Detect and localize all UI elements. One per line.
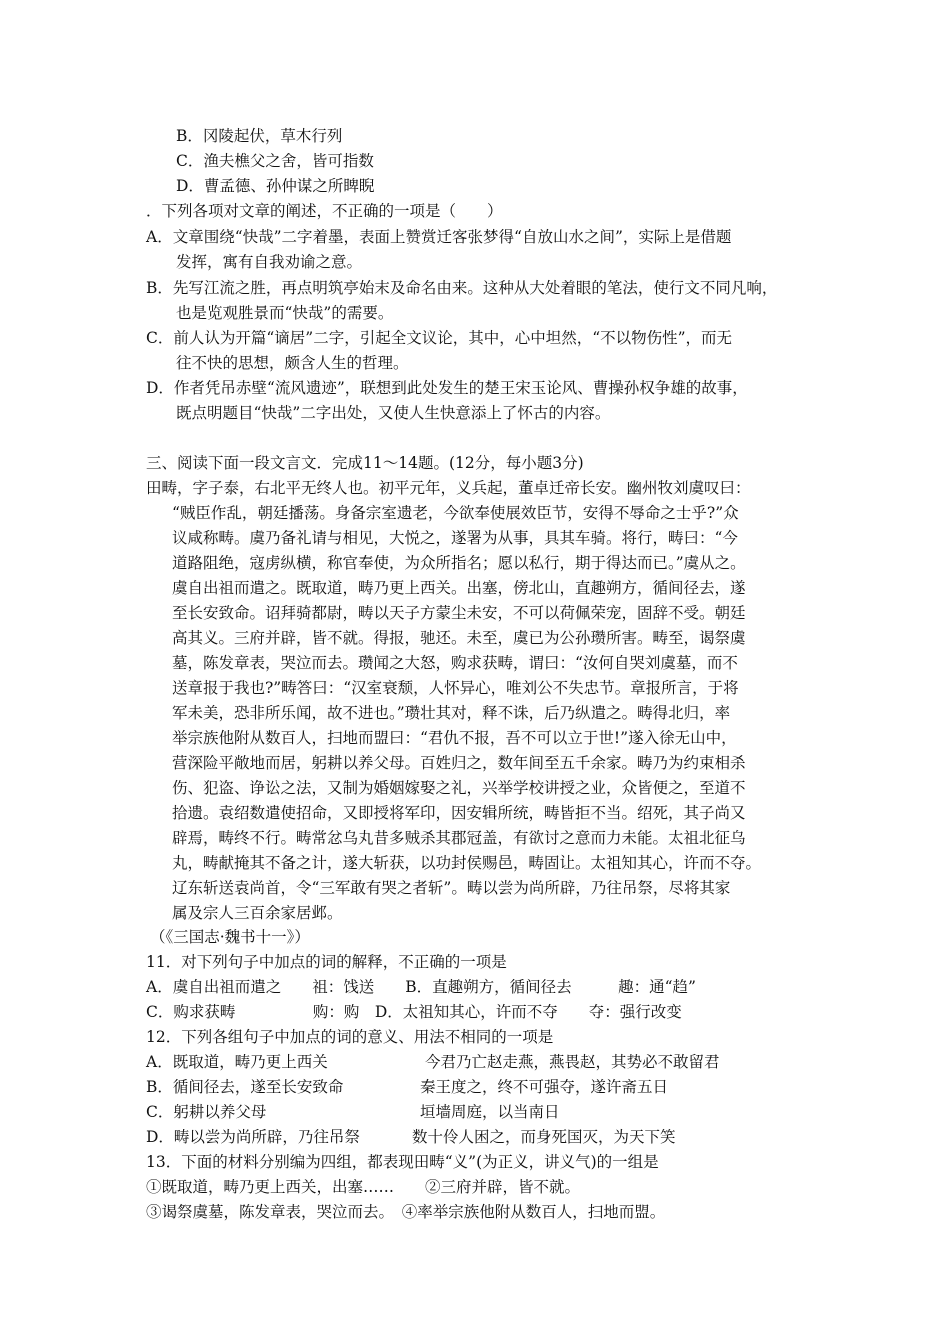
q11-options-cd: C．购求获畴 购：购 D．太祖知其心，许而不夺 夺：强行改变 xyxy=(146,1003,682,1021)
passage-line: 辟焉，畴终不行。畴常忿乌丸昔多贼杀其郡冠盖，有欲讨之意而力未能。太祖北征乌 xyxy=(172,829,746,847)
q13-items-3-4: ③谒祭虞墓，陈发章表，哭泣而去。 ④率举宗族他附从数百人，扫地而盟。 xyxy=(146,1203,666,1221)
passage-line: 送章报于我也?”畴答曰：“汉室衰颓，人怀异心，唯刘公不失忠节。章报所言，于将 xyxy=(172,679,739,697)
q10-option-b-line2: 也是览观胜景而“快哉”的需要。 xyxy=(176,304,394,322)
q12-stem: 12．下列各组句子中加点的词的意义、用法不相同的一项是 xyxy=(146,1028,554,1046)
q10-option-c-line1: C．前人认为开篇“谪居”二字，引起全文议论，其中，心中坦然，“不以物伤性”，而无 xyxy=(146,329,733,347)
passage-line: 军未美，恐非所乐闻，故不进也。”瓒壮其对，释不诛，后乃纵遣之。畴得北归，率 xyxy=(172,704,731,722)
q11-options-ab: A．虞自出祖而遣之 祖：饯送 B．直趣朔方，循间径去 趣：通“趋” xyxy=(146,978,696,996)
option-c: C．渔夫樵父之舍，皆可指数 xyxy=(176,152,374,170)
q10-option-a-line2: 发挥，寓有自我劝谕之意。 xyxy=(176,253,363,271)
q11-stem: 11．对下列句子中加点的词的解释，不正确的一项是 xyxy=(146,953,507,971)
q10-option-d-line2: 既点明题目“快哉”二字出处，又使人生快意添上了怀古的内容。 xyxy=(176,404,611,422)
passage-line: 田畴，字子泰，右北平无终人也。初平元年，义兵起，董卓迁帝长安。幽州牧刘虞叹曰： xyxy=(146,479,751,497)
q13-stem: 13．下面的材料分别编为四组，都表现田畴“义”(为正义，讲义气)的一组是 xyxy=(146,1153,659,1171)
option-b: B．冈陵起伏，草木行列 xyxy=(176,127,343,145)
passage-line: 议咸称畴。虞乃备礼请与相见，大悦之，遂署为从事，具其车骑。将行，畴曰：“今 xyxy=(172,529,738,547)
passage-line: 属及宗人三百余家居邺。 xyxy=(172,904,343,922)
passage-line: 墓，陈发章表，哭泣而去。瓒闻之大怒，购求获畴，谓曰：“汝何自哭刘虞墓，而不 xyxy=(172,654,738,672)
passage-line: 伤、犯盗、诤讼之法，又制为婚姻嫁娶之礼，兴举学校讲授之业，众皆便之，至道不 xyxy=(172,779,746,797)
q12-option-b-left: B．循间径去，遂至长安致命 xyxy=(146,1078,344,1096)
passage-line: 营深险平敞地而居，躬耕以养父母。百姓归之，数年间至五千余家。畴乃为约束相杀 xyxy=(172,754,746,772)
q12-option-a-right: 今君乃亡赵走燕，燕畏赵，其势必不敢留君 xyxy=(425,1053,720,1071)
q13-items-1-2: ①既取道，畴乃更上西关，出塞…… ②三府并辟，皆不就。 xyxy=(146,1178,581,1196)
passage-line: 至长安致命。诏拜骑都尉，畴以天子方蒙尘未安，不可以荷佩荣宠，固辞不受。朝廷 xyxy=(172,604,746,622)
section-heading: 三、阅读下面一段文言文．完成11～14题。(12分，每小题3分) xyxy=(146,454,584,472)
q10-option-b-line1: B．先写江流之胜，再点明筑亭始末及命名由来。这种从大处着眼的笔法，使行文不同凡响， xyxy=(146,279,778,297)
passage-line: 举宗族他附从数百人，扫地而盟曰：“君仇不报，吾不可以立于世!”遂入徐无山中， xyxy=(172,729,737,747)
passage-line: 辽东斩送袁尚首，令“三军敢有哭之者斩”。畴以尝为尚所辟，乃往吊祭，尽将其家 xyxy=(172,879,731,897)
q12-option-b-right: 秦王度之，终不可强夺，遂许斋五日 xyxy=(420,1078,669,1096)
option-d: D．曹孟德、孙仲谋之所睥睨 xyxy=(176,177,375,195)
passage-line: 拾遗。袁绍数遣使招命，又即授将军印，因安辑所统，畴皆拒不当。绍死，其子尚又 xyxy=(172,804,746,822)
passage-line: 道路阻绝，寇虏纵横，称官奉使，为众所指名；愿以私行，期于得达而已。”虞从之。 xyxy=(172,554,746,572)
q12-option-d-right: 数十伶人困之，而身死国灭，为天下笑 xyxy=(412,1128,676,1146)
q12-option-d-left: D．畴以尝为尚所辟，乃往吊祭 xyxy=(146,1128,360,1146)
passage-line: 高其义。三府并辟，皆不就。得报，驰还。未至，虞已为公孙瓒所害。畴至，谒祭虞 xyxy=(172,629,746,647)
q12-option-c-left: C．躬耕以养父母 xyxy=(146,1103,267,1121)
passage-source: （《三国志·魏书十一》） xyxy=(150,928,310,946)
q10-option-c-line2: 往不快的思想，颇含人生的哲理。 xyxy=(176,354,409,372)
passage-line: 丸，畴献掩其不备之计，遂大斩获，以功封侯赐邑，畴固让。太祖知其心，许而不夺。 xyxy=(172,854,762,872)
q10-option-a-line1: A．文章围绕“快哉”二字着墨，表面上赞赏迁客张梦得“自放山水之间”，实际上是借题 xyxy=(146,228,732,246)
passage-line: “贼臣作乱，朝廷播荡。身备宗室遗老，今欲奉使展效臣节，安得不辱命之士乎?”众 xyxy=(172,504,739,522)
q12-option-c-right: 垣墙周庭，以当南日 xyxy=(420,1103,560,1121)
q10-stem: ．下列各项对文章的阐述，不正确的一项是（ ） xyxy=(146,202,503,220)
q12-option-a-left: A．既取道，畴乃更上西关 xyxy=(146,1053,328,1071)
passage-line: 虞自出祖而遣之。既取道，畴乃更上西关。出塞，傍北山，直趣朔方，循间径去，遂 xyxy=(172,579,746,597)
q10-option-d-line1: D．作者凭吊赤壁“流风遗迹”，联想到此处发生的楚王宋玉论风、曹操孙权争雄的故事， xyxy=(146,379,748,397)
